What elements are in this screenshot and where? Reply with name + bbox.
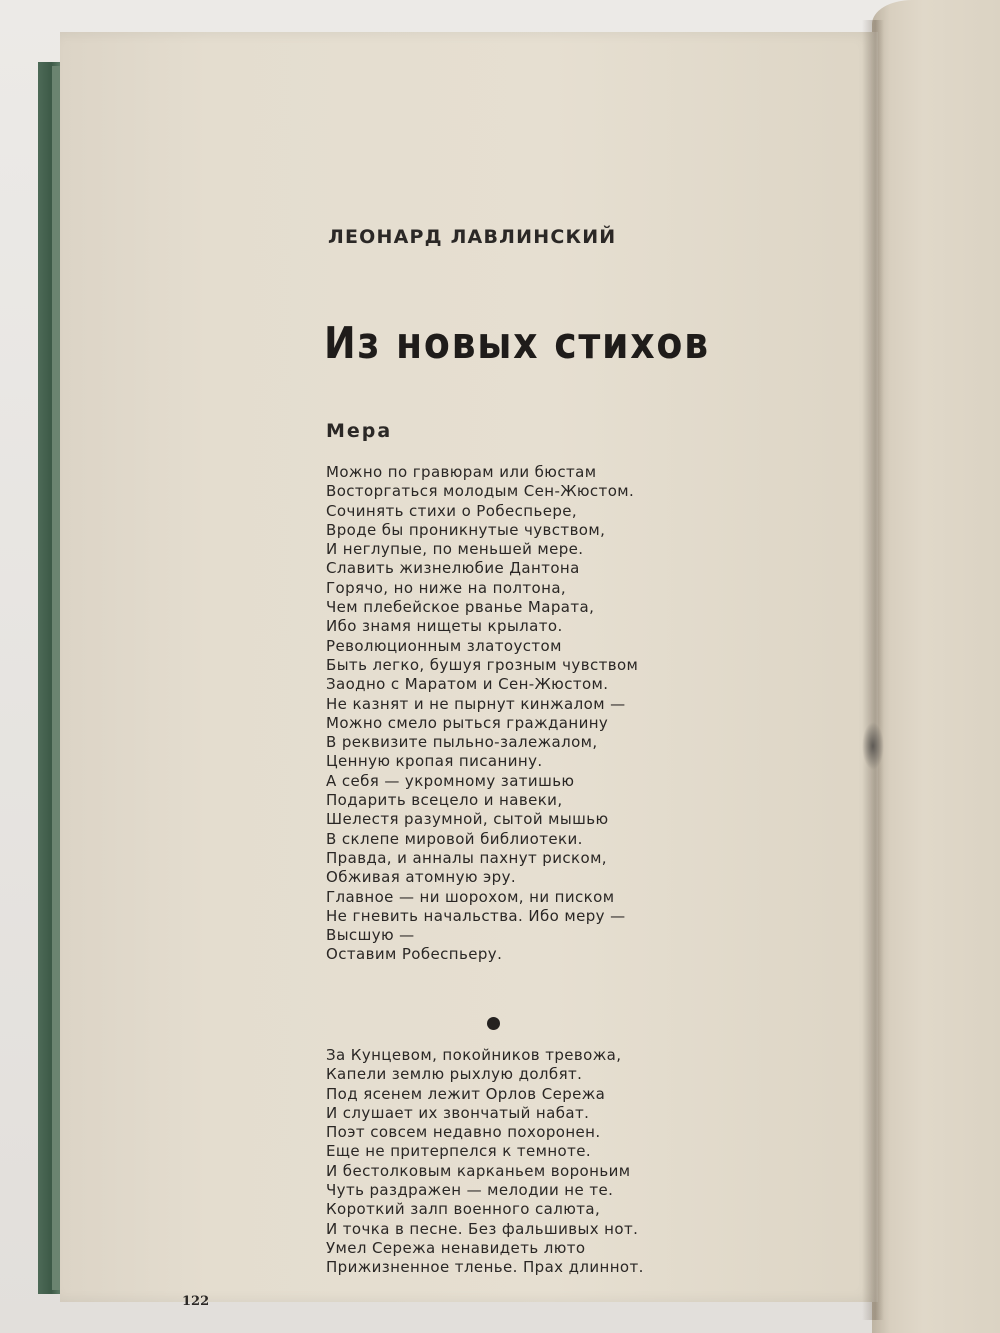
poem-line: Правда, и анналы пахнут риском, [326, 848, 607, 867]
poem-line: Под ясенем лежит Орлов Сережа [326, 1084, 606, 1103]
poem-line: Заодно с Маратом и Сен-Жюстом. [326, 675, 609, 694]
facing-page [872, 0, 1000, 1333]
poem-line: Можно по гравюрам или бюстам [326, 463, 597, 481]
poem-line: И неглупые, по меньшей мере. [326, 540, 584, 559]
poem-line: Горячо, но ниже на полтона, [326, 578, 567, 597]
page-smudge [862, 722, 884, 770]
poem-line: Не казнят и не пырнут кинжалом — [326, 694, 626, 713]
gutter-shadow [862, 20, 884, 1320]
poem-line: Чем плебейское рванье Марата, [326, 598, 595, 617]
poem-line: Вроде бы проникнутые чувством, [326, 520, 606, 539]
poem-line: В склепе мировой библиотеки. [326, 829, 583, 848]
poem-line: Оставим Робеспьеру. [326, 945, 503, 964]
poem-line: И точка в песне. Без фальшивых нот. [326, 1219, 639, 1238]
poem-line: Еще не притерпелся к темноте. [326, 1142, 592, 1161]
poem-line: В реквизите пыльно-залежалом, [326, 733, 598, 752]
poem-line: За Кунцевом, покойников тревожа, [326, 1046, 622, 1064]
poem-line: Ценную кропая писанину. [326, 752, 543, 771]
poem-line: Прижизненное тленье. Прах длиннот. [326, 1258, 644, 1277]
poem-line: Не гневить начальства. Ибо меру — [326, 906, 626, 925]
poem-text-second [326, 1046, 644, 1278]
author-name: ЛЕОНАРД ЛАВЛИНСКИЙ [328, 226, 617, 248]
page-number: 122 [182, 1294, 210, 1309]
bullet-separator-icon [487, 1017, 500, 1030]
poem-line: Подарить всецело и навеки, [326, 791, 563, 810]
poem-line: Восторгаться молодым Сен-Жюстом. [326, 482, 635, 501]
poem-line: Главное — ни шорохом, ни писком [326, 887, 615, 906]
poem-line: Капели землю рыхлую долбят. [326, 1065, 583, 1084]
poem-line: Ибо знамя нищеты крылато. [326, 617, 563, 636]
poem-title: Мера [326, 420, 393, 442]
poem-line: И слушает их звончатый набат. [326, 1103, 590, 1122]
poem-line: Умел Сережа ненавидеть люто [326, 1238, 586, 1257]
poem-line: Шелестя разумной, сытой мышью [326, 810, 609, 829]
poem-line: Сочинять стихи о Робеспьере, [326, 501, 578, 520]
poem-line: Славить жизнелюбие Дантона [326, 559, 580, 578]
poem-line: Короткий залп военного салюта, [326, 1200, 601, 1219]
poem-line: Можно смело рыться гражданину [326, 713, 609, 732]
poem-line: Чуть раздражен — мелодии не те. [326, 1181, 614, 1200]
poem-line: Высшую — [326, 926, 415, 945]
poem-text-mera [326, 463, 638, 965]
page-title: Из новых стихов [324, 318, 710, 369]
poem-line: Революционным златоустом [326, 636, 562, 655]
poem-line: И бестолковым карканьем вороньим [326, 1161, 631, 1180]
poem-line: А себя — укромному затишью [326, 771, 575, 790]
poem-line: Обживая атомную эру. [326, 868, 517, 887]
poem-line: Быть легко, бушуя грозным чувством [326, 655, 639, 674]
poem-line: Поэт совсем недавно похоронен. [326, 1123, 601, 1142]
